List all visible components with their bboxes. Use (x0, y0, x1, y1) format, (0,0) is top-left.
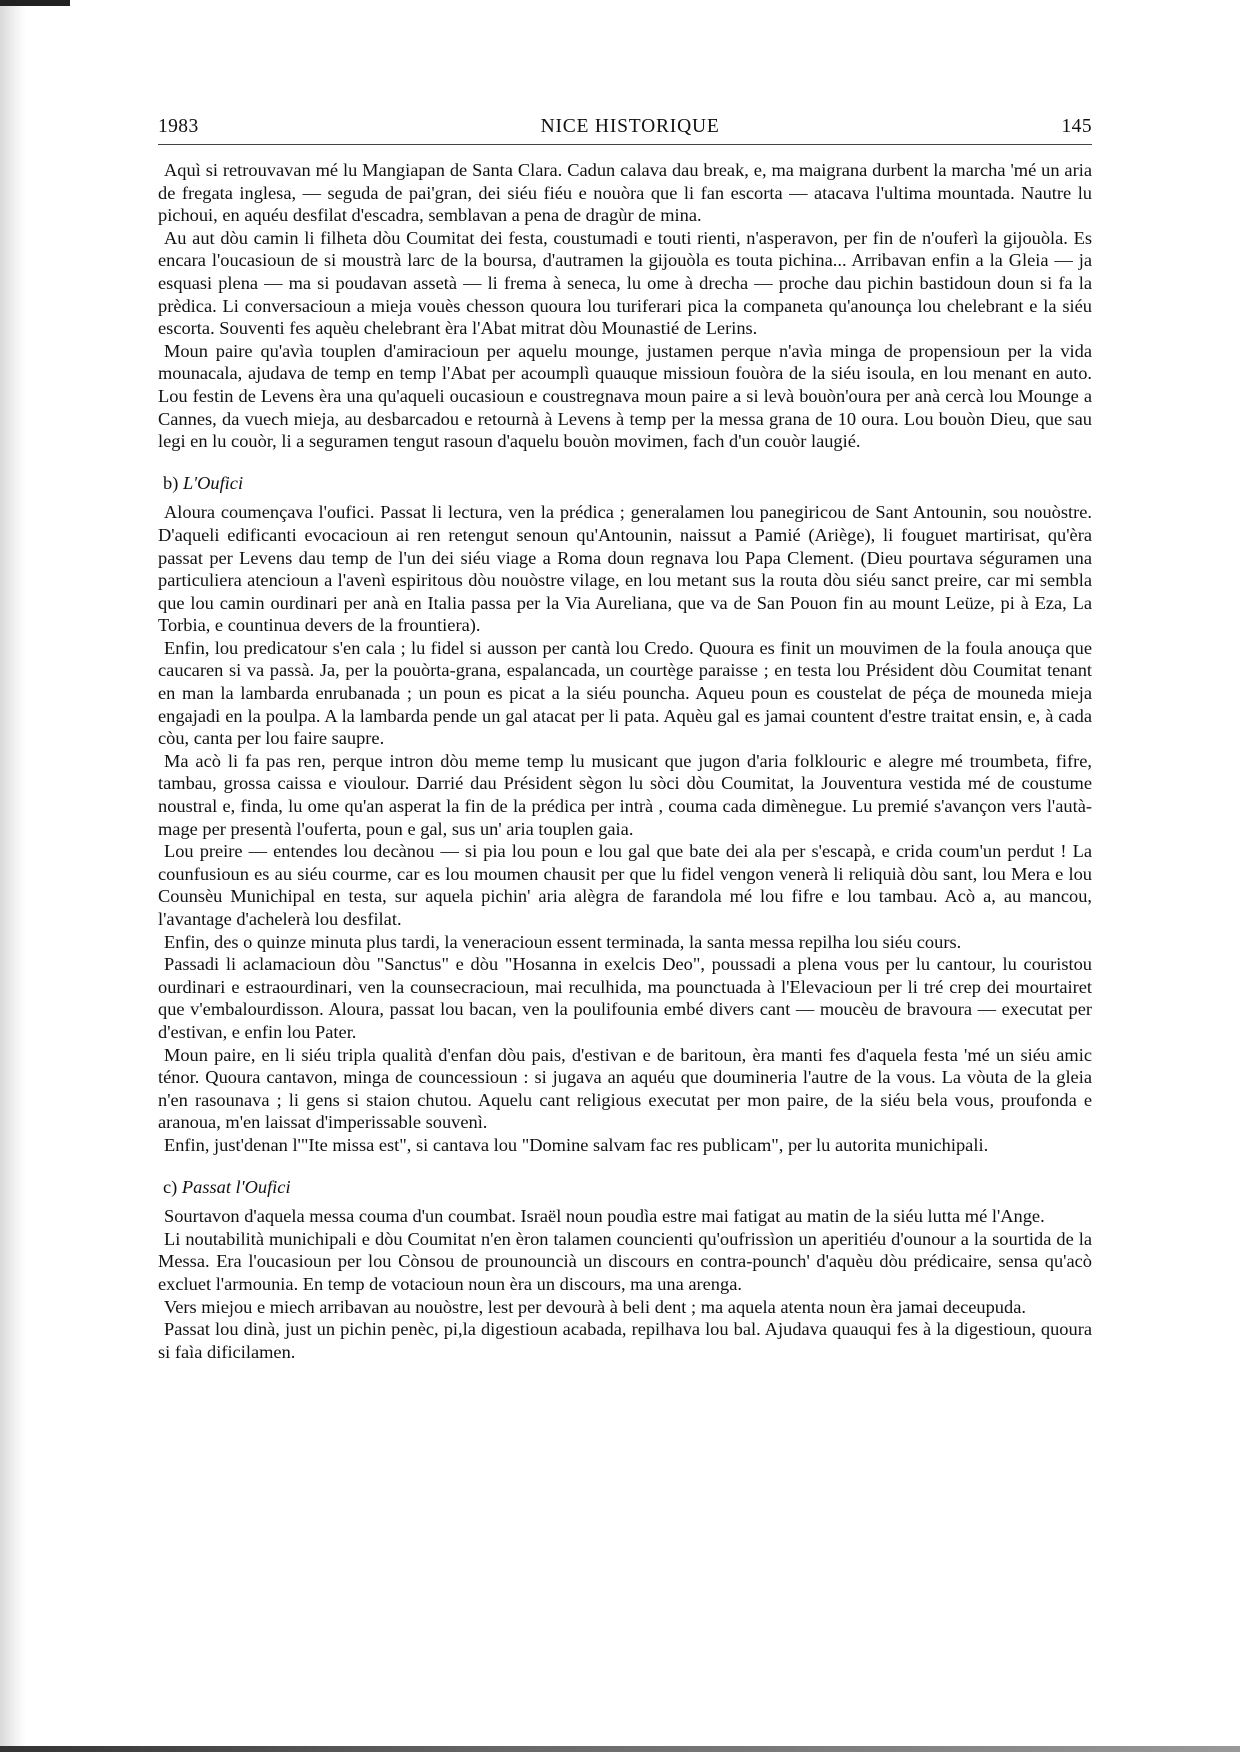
running-header (158, 116, 1092, 145)
page-number: 145 (1061, 116, 1092, 137)
paragraph: Enfin, des o quinze minuta plus tardi, la veneracioun essent terminada, la santa messa repilha lou siéu cours. (164, 931, 962, 952)
paragraph: Aloura coumençava l'oufici. Passat li lectura, ven la prédica ; generalamen lou panegiricou de Sant Antounin, sou nouòstre. D'aqueli edificanti evocacioun ai ren retengut senoun qu'Antounin, naissut a Pamié (Ariège), li fouguet martirisat, qu'èra passat per Levens dau temp de l'un dei siéu viage a Roma doun regnava lou Papa Clement. (Dieu pourtava séguramen una particuliera atencioun a l'avenì espiritous dòu nouòstre vilage, en lou metant sus la routa dòu siéu sanct preire, car mi sembla que lou camin ourdinari per anà en Italia passa per la Via Aureliana, que va de San Pouon fin au mount Leüze, pi à Eza, La Torbia, e countinua devers de la frountiera). (158, 502, 1092, 636)
paragraph: Au aut dòu camin li filheta dòu Coumitat dei festa, coustumadi e touti rienti, n'asperavon, per fin de n'ouferì la gijouòla. Es encara l'oucasioun de si moustrà larc de la boursa, d'autramen la gijouòla es touta pichina... Arribavan enfin a la Gleia — ja esquasi plena — ma si poudavan assetà — li frema à seneca, lu ome à drecha — proche dau pichin bastidoun doun si fa la prèdica. Li conversacioun a mieja vouès chesson quoura lou turiferari pica la companeta qu'anounça lou chelebrant e la siéu escorta. Souventi fes aquèu chelebrant èra l'Abat mitrat dòu Mounastié de Lerins. (158, 227, 1092, 339)
paragraph: Enfin, lou predicatour s'en cala ; lu fidel si ausson per cantà lou Credo. Quoura es finit un mouvimen de la foula anouça que caucaren si va passà. Ja, per la pouòrta-grana, espalancada, un courtège paraisse ; en testa lou Président dòu Coumitat tenant en man la lambarda enrubanada ; un poun es picat a la siéu pouncha. Aqueu poun es coustelat de péça de mouneda mieja engajadi en la poulpa. A la lambarda pende un gal atacat per li pata. Aquèu gal es jamai countent d'estre traitat ensin, e, à cada còu, canta per lou faire saupre. (158, 637, 1092, 749)
paragraph: Passat lou dinà, just un pichin penèc, pi,la digestioun acabada, repilhava lou bal. Ajudava quauqui fes à la digestioun, quoura si faìa dificilamen. (158, 1319, 1092, 1362)
section-label: c) (163, 1176, 178, 1197)
section-heading-c (163, 1176, 1092, 1199)
paragraph: Enfin, just'denan l'"Ite missa est", si cantava lou "Domine salvam fac res publicam", per lu autorita munichipali. (164, 1134, 989, 1155)
paragraph: Aquì si retrouvavan mé lu Mangiapan de Santa Clara. Cadun calava dau break, e, ma maigrana durbent la marcha 'mé un aria de fregata inglesa, — seguda de pai'gran, dei siéu fiéu e nouòra que li fan escorta — atacava l'ultima mountada. Nautre lu pichoui, en aquéu desfilat d'escadra, semblavan a pena de dragùr de mina. (158, 160, 1092, 226)
article-body (158, 159, 1092, 1363)
section-title: L'Oufici (182, 472, 244, 493)
paragraph: Passadi li aclamacioun dòu "Sanctus" e dòu "Hosanna in exelcis Deo", poussadi a plena vous per lu cantour, lu couristou ourdinari e estraourdinari, ven la counsecracioun, mai reculhida, ma pounctuada à l'Elevacioun per li tré crep dei mourtairet que v'embalourdisson. Aloura, passat lou bacan, ven la poulifounia embé divers cant — moucèu de bravoura — executat per d'estivan, e enfin lou Pater. (158, 954, 1092, 1042)
journal-title: NICE HISTORIQUE (540, 116, 720, 137)
paragraph: Ma acò li fa pas ren, perque intron dòu meme temp lu musicant que jugon d'aria folklouric e alegre mé troumbeta, fifre, tambau, grossa caissa e vioulour. Darrié dau Président sègon lu sòci dòu Coumitat, la Jouventura vestida mé de coustume noustral e, finda, lu ome qu'an asperat la fin de la prédica per intrà , couma cada dimènegue. Lu premié s'avançon vers l'autà-mage per presentà l'ouferta, poun e gal, sus un' aria touplen gaia. (158, 750, 1092, 839)
scan-shadow-left (0, 0, 26, 1752)
paragraph: Vers miejou e miech arribavan au nouòstre, lest per devourà à beli dent ; ma aquela atenta noun èra jamai deceupuda. (164, 1296, 1026, 1317)
section-heading-b (163, 472, 1092, 495)
header-year: 1983 (158, 116, 199, 137)
paragraph: Moun paire qu'avìa touplen d'amiracioun per aquelu mounge, justamen perque n'avìa minga de propensioun per la vida mounacala, ajudava de temp en temp l'Abat per acoumplì quauque missioun fouòra de la siéu isoula, en lou menant en auto. Lou festin de Levens èra una qu'aqueli oucasioun e coustregnava moun paire a si levà bouòn'oura per anà cercà lou Mounge a Cannes, da vuech mieja, au desbarcadou e retournà à Levens à temp per la messa grana de 10 oura. Lou bouòn Dieu, que sau legi en lu couòr, li a seguramen tengut rasoun d'aquelu bouòn movimen, fach d'un couòr laugié. (158, 340, 1092, 452)
document-page (158, 116, 1092, 1363)
paragraph: Moun paire, en li siéu tripla qualità d'enfan dòu pais, d'estivan e de baritoun, èra manti fes d'aquela festa 'mé un siéu amic ténor. Quoura cantavon, minga de councessioun : si jugava an aquéu que doumineria l'autre de la vous. La vòuta de la gleia n'en rasounava ; li gens si staion chutou. Aquelu cant religious executat per mon paire, de la siéu bela vous, proufonda e aranoua, m'en laissat d'imperissable souvenì. (158, 1044, 1092, 1133)
section-title: Passat l'Oufici (181, 1176, 291, 1197)
paragraph: Li noutabilità munichipali e dòu Coumitat n'en èron talamen councienti qu'oufrissìon un aperitiéu d'ounour a la sourtida de la Messa. Era l'oucasioun per lou Cònsou de prounouncià un discours en contra-pounch' d'aquèu dòu prédicaire, sensa qu'acò excluet l'armounia. En temp de votacioun noun èra un discours, ma una arenga. (158, 1228, 1092, 1294)
section-label: b) (163, 472, 179, 493)
scan-shadow-bottom (0, 1746, 1240, 1752)
paragraph: Sourtavon d'aquela messa couma d'un coumbat. Israël noun poudìa estre mai fatigat au matin de la siéu lutta mé l'Ange. (164, 1206, 1045, 1227)
paragraph: Lou preire — entendes lou decànou — si pia lou poun e lou gal que bate dei ala per s'escapà, e crida coum'un perdut ! La counfusioun es au siéu courme, car es lou moumen chausit per que lu fidel vengon venerà li reliquià dòu sant, lou Mera e lou Counsèu Munichipal en testa, sur aquela pichin' aria alègra de farandola mé lou fifre e lou tambau. Acò a, au mancou, l'avantage d'achelerà lou desfilat. (158, 841, 1092, 929)
scan-mark-top (0, 0, 70, 6)
